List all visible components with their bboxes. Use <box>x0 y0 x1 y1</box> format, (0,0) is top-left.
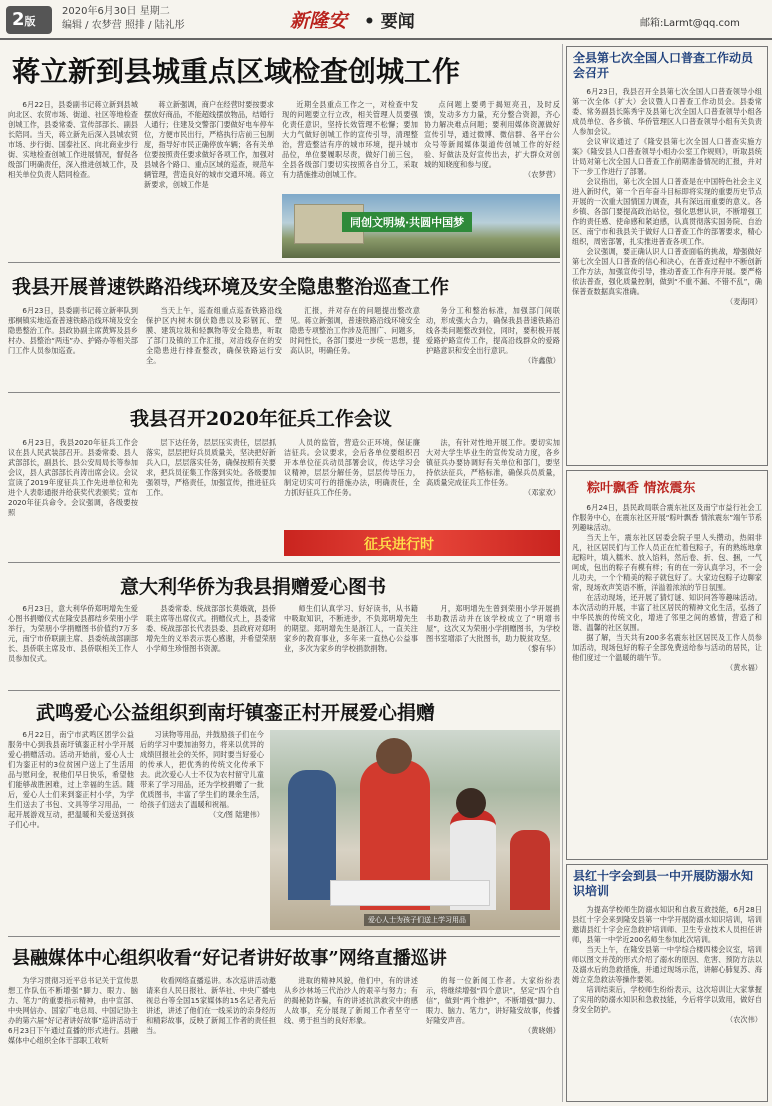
divider <box>8 936 560 937</box>
a1-photo-banner-text: 同创文明城·共圆中国梦 <box>342 212 472 232</box>
contact-email: 邮箱:Larmt@qq.com <box>640 18 740 29</box>
a6-col-4-text: 的每一位新闻工作者。大家纷纷表示，将继续增强“四个意识”，坚定“四个自信”，做到“两个维护”，不断增强“脚力、眼力、脑力、笔力”，讲好隆安故事，传播好隆安声音。 <box>426 976 560 1025</box>
gift-box-shape <box>330 880 490 906</box>
a6-col-2 <box>146 976 276 1100</box>
s2-para-3: 在活动现场，还开展了猜灯谜、知识问答等趣味活动。本次活动的开展，丰富了社区居民的精神文化生活，弘扬了中华民族的传统文化，增进了邻里之间的感情，营造了和谐、温馨的社区氛围。 <box>572 593 762 632</box>
a2-headline: 我县开展普速铁路沿线环境及安全隐患整治巡查工作 <box>12 276 450 298</box>
a5-col-1-text: 6月22日，南宁市武鸣区团学公益服务中心到我县南圩镇銮正村小学开展爱心捐赠活动。活动开始前，爱心人士们为銮正村的3位贫困户送上了生活用品与慰问金，祝他们早日快乐，希望他们能够战胜困难，过上幸福的生活。随后，爱心人士们来到銮正村小学，为学生们送去了书包、文具等学习用品，一起开展游戏互动，把温暖和关爱送到孩子们心中。 <box>8 730 134 829</box>
s1-author: （麦海同） <box>726 297 762 306</box>
masthead-logo: 新隆安 <box>290 10 348 32</box>
divider <box>8 690 560 691</box>
a3-banner-image <box>284 530 560 556</box>
divider <box>8 392 560 393</box>
a1-photo-banner <box>282 194 560 258</box>
page-number-value: 2 <box>12 9 25 30</box>
s1-para-4: 会议强调，要正确认识人口普查面临的挑战，增强做好第七次全国人口普查的信心和决心，在普查过程中不断创新工作方法，加强宣传引导，推动普查工作有序开展。要严格依法普查，强化质量控制，做到“不重不漏、不错不乱”，确保普查数据真实准确。 <box>572 247 762 296</box>
divider <box>8 262 560 263</box>
a3-col-1 <box>8 438 138 558</box>
a6-col-1-text: 为学习贯彻习近平总书记关于宣传思想工作队伍不断增强“脚力、眼力、脑力、笔力”的重要指示精神，由中宣部、中央网信办、国家广电总局、中国记协主办的第六届“好记者讲好故事”巡讲活动于6月23日下午通过直播的形式进行。县融媒体中心组织全体干部职工收听 <box>8 976 138 1045</box>
a5-col-2 <box>140 730 264 930</box>
s3-author: （农次伟） <box>726 1015 762 1024</box>
section-title-text: 要闻 <box>380 12 415 32</box>
a3-col-2 <box>146 438 276 558</box>
s3-para-3: 培训结束后，学校师生纷纷表示，这次培训让大家掌握了实用的防溺水知识和急救技能，今后将学以致用，做好自身安全防护。 <box>572 985 762 1014</box>
a4-col-3-text: 师生们认真学习、好好读书，从书籍中吸取知识，不断进步，不负郑明增先生的期望。郑明增先生是浙江人，一直关注家乡的教育事业，多年来一直热心公益事业，多次为家乡的学校捐款捐物。 <box>284 604 418 653</box>
a1-col-3-text: 近期全县重点工作之一，对检查中发现的问题要立行立改，相关管理人员要强化责任意识，坚持长效管理不松懈；要加大力气做好创城工作的宣传引导，清理整治，营造整洁有序的城市环境，提升城市品位，单位要履职尽责，做好门前三包，全县各级部门要切实按照各自分工，采取有力措施推动创城工作。 <box>282 100 418 179</box>
a5-photo <box>270 730 560 930</box>
a1-col-4 <box>424 100 560 190</box>
a5-col-1 <box>8 730 134 930</box>
a5-col-2-text: 习读物等用品，并鼓励孩子们在今后的学习中要加油努力，将来以优异的成绩回报社会的关怀，同时要当好爱心的传承人，把优秀的传统文化传承下去。此次爱心人士不仅为农村留守儿童带来了学习用品，还为学校捐赠了一批优质图书，丰富了学生们的课余生活，给孩子们送去了温暖和祝福。 <box>140 730 264 809</box>
s3-body <box>572 905 762 1099</box>
a4-col-4 <box>426 604 560 684</box>
a4-col-4-text: 月，郑明增先生曾到荣朋小学开展捐书助教活动并在该学校成立了“明增书屋”，这次又为荣朋小学捐赠图书，为学校图书室增添了大批图书，助力脱贫攻坚。 <box>426 604 560 643</box>
a3-banner-text: 征兵进行时 <box>364 537 434 553</box>
s2-para-4: 据了解，当天共有200多名震东社区居民及工作人员参加活动，现场包好的粽子全部免费送给参与活动的居民，让他们度过一个温暖的端午节。 <box>572 633 762 662</box>
a4-col-2 <box>146 604 276 684</box>
a5-headline: 武鸣爱心公益组织到南圩镇銮正村开展爱心捐赠 <box>36 702 436 724</box>
header-meta <box>62 5 185 33</box>
s1-para-3: 会议指出，第七次全国人口普查是在中国特色社会主义进入新时代，第一个百年奋斗目标即将实现的重要历史节点开展的一次重大国情国力调查，具有深远而重要的意义。各乡镇、各部门要提高政治站位，强化思想认识，不断增强工作的责任感、使命感和紧迫感，认真贯彻落实国务院、自治区、南宁市和我县关于做好人口普查工作的部署要求，精心组织，周密部署，扎实推进普查各项工作。 <box>572 177 762 246</box>
a4-col-2-text: 县委常委、统战部部长莫娥就，县侨联主席等出席仪式。捐赠仪式上，县委常委、统战部部长代表县委、县政府对郑明增先生的义举表示衷心感谢，并希望荣朋小学师生珍惜图书资源。 <box>146 604 276 653</box>
a3-headline: 我县召开2020年征兵工作会议 <box>130 408 392 430</box>
a2-col-2-text: 当天上午，巡查组重点巡查铁路沿线保护区内树木倒伏隐患以及彩钢瓦、塑膜、建筑垃圾和轻飘物等安全隐患，听取了部门及镇的工作汇报，对沿线存在的安全隐患进行排查整改，确保铁路运行安全。 <box>146 306 282 365</box>
a4-col-1-text: 6月23日，意大利华侨郑明增先生爱心图书捐赠仪式在隆安县都结乡荣朋小学举行，为荣朋小学捐赠图书价值约7万多元，南宁市侨联副主席、县委统战部副部长、县侨联主席及市、县侨联相关工作人员参加仪式。 <box>8 604 138 663</box>
divider <box>8 562 560 563</box>
a6-col-2-text: 收看网络直播巡讲。本次巡讲活动邀请来自人民日报社、新华社、中央广播电视总台等全国15家媒体的15名记者先后讲述，讲述了他们在一线采访的亲身经历和精彩故事，反映了新闻工作者的责任担当。 <box>146 976 276 1035</box>
child-head-shape <box>456 788 486 818</box>
a1-col-3 <box>282 100 418 190</box>
a3-col-3-text: 人员的监管，营造公正环境，保证廉洁征兵。会议要求，会后各单位要组织召开本单位征兵动员部署会议，传达学习会议精神，层层分解任务，层层传导压力，制定切实可行的措施办法，明确责任，全力抓好征兵工作任务。 <box>284 438 420 497</box>
a1-col-1-text: 6月22日，县委副书记蒋立新到县城向北区、农贸市场、街道、社区等地检查创城工作，县委常委、宣传部部长、副县长陪同。当天，蒋立新先后深入县城农贸市场、步行街、国泰社区、向北商业步行街、实地检查创城工作进展情况，督促各级部门明确责任，深入推进创城工作，及相关单位负责人陪同检查。 <box>8 100 138 179</box>
person-shape <box>288 770 336 900</box>
a2-col-1-text: 6月23日，县委副书记蒋立新率队到那桐镇实地巡查普速铁路沿线环境及安全隐患整治工作。县政协副主席黄辉及县乡村办、县整治“两违”办、护路办等相关部门工作人员参加巡查。 <box>8 306 138 355</box>
a3-col-1-text: 6月23日，我县2020年征兵工作会议在县人民武装部召开。县委常委、县人武部部长，副县长、县公安局局长等参加会议，县人武部部长肖涛出席会议。会议宣读了2019年度征兵工作先进单位和先进个人表彰通报并给获奖代表颁奖；宣布2020年征兵命令。会议强调，各级要按照 <box>8 438 138 517</box>
a6-col-3 <box>284 976 418 1100</box>
a6-headline: 县融媒体中心组织收看“好记者讲好故事”网络直播巡讲 <box>12 948 447 969</box>
a4-headline: 意大利华侨为我县捐赠爱心图书 <box>120 576 387 598</box>
a4-col-3 <box>284 604 418 684</box>
s1-headline: 全县第七次全国人口普查工作动员会召开 <box>573 51 754 80</box>
a2-col-4 <box>426 306 560 386</box>
page-number-suffix: 版 <box>24 15 36 28</box>
column-divider <box>562 44 563 1102</box>
a2-col-1 <box>8 306 138 386</box>
a2-col-3 <box>290 306 420 386</box>
s2-para-1: 6月24日，县民政局联合震东社区及南宁市益行社会工作服务中心，在震东社区开展“粽叶飘香 情浓震东”端午节系列趣味活动。 <box>572 503 762 532</box>
a3-col-4 <box>426 438 560 526</box>
a1-headline: 蒋立新到县城重点区域检查创城工作 <box>12 55 461 88</box>
s1-body <box>572 87 762 463</box>
s2-banner-title: 粽叶飘香 情浓震东 <box>587 481 696 496</box>
s1-para-2: 会议审议通过了《隆安县第七次全国人口普查实施方案》《隆安县人口普查领导小组办公室工作规则》，听取县统计局对第七次全国人口普查工作前期准备情况的汇报，并对下一步工作进行了部署。 <box>572 137 762 176</box>
editor-credits: 编辑 / 农梦营 照排 / 陆礼彤 <box>62 20 185 31</box>
a2-col-4-text: 务分工和整治标准，加强部门间联动，形成强大合力，确保我县普速铁路沿线各类问题整改到位，同时，要积极开展爱路护路宣传工作，提高沿线群众的爱路护路意识和安全出行意识。 <box>426 306 560 355</box>
s2-author: （黄水福） <box>726 663 762 672</box>
a1-col-2-text: 蒋立新强调，商户在经营时要按要求摆放好商品，不能超线摆放物品，结婚行人通行；住建及交警部门要做好电车停车位，方便市民出行，严格执行店前三包制度，指导好市民正确停放车辆；各有关单位要按照责任要求做好各项工作，加强对县城各个路口、重点区域的巡查，规范车辆管理，营造良好的城市交通环境。蒋立新要求，创城工作是 <box>144 100 274 189</box>
a1-col-2 <box>144 100 274 256</box>
a4-author: （黎有华） <box>524 644 560 653</box>
a2-author: （许鑫傲） <box>524 356 560 365</box>
a6-author: （黄晓娟） <box>524 1026 560 1035</box>
a6-col-3-text: 进取的精神风貌，他们中，有的讲述从乡沙林场三代治沙人的艰辛与努力；有的揭秘防诈骗，有的讲述抗洪救灾中的感人故事，充分展现了新闻工作者坚守一线、勇于担当的良好形象。 <box>284 976 418 1025</box>
s1-para-1: 6月23日，我县召开全县第七次全国人口普查领导小组第一次全体（扩大）会议暨人口普查工作动员会。县委常委、常务副县长陈秀宇及县第七次全国人口普查领导小组各成员单位、各乡镇、华侨管理区人口普查领导小组有关负责人参加会议。 <box>572 87 762 136</box>
a4-col-1 <box>8 604 138 684</box>
s3-para-2: 当天上午，在隆安县第一中学综合楼四楼会议室，培训师以图文并茂的形式介绍了溺水的原因、危害、预防方法以及溺水后的急救措施，并通过现场示范，讲解心肺复苏、海姆立克急救法等操作要领。 <box>572 945 762 984</box>
s3-para-1: 为提高学校师生防溺水知识和自救互救技能，6月28日县红十字会来到隆安县第一中学开展防溺水知识培训，培训邀请县红十字会应急救护培训师、卫生专业技术人员担任讲师，县第一中学近200名师生参加此次培训。 <box>572 905 762 944</box>
a6-col-1 <box>8 976 138 1100</box>
a3-col-2-text: 层下达任务，层层压实责任，层层抓落实，层层把好兵员质量关，坚决把好新兵入口，层层落实任务，确保按照有关要求，把兵员征集工作落到实处。各级要加强领导，严格责任，加强宣传，推进征兵工作。 <box>146 438 276 497</box>
a2-col-3-text: 汇报，并对存在的问题提出整改意见。蒋立新强调，普速铁路沿线环境安全隐患专项整治工作涉及范围广、问题多，时间性长，各部门要进一步统一思想，提高认识，明确任务。 <box>290 306 420 355</box>
section-title: • 要闻 <box>364 12 415 32</box>
a1-col-4-text: 点问题上要勇于揭短亮丑，及时反馈，发动多方力量，充分整合资源，齐心协力解决难点问题；要利用媒体资源做好宣传引导，通过微博、微信群、各平台公众号等新闻媒体渠道传创城工作的好经验、好做法及好宣传出去，扩大群众对创城的知晓度和参与度。 <box>424 100 560 169</box>
a3-col-3 <box>284 438 420 526</box>
s2-body <box>572 503 762 857</box>
a5-author: （文/图 陆建伟） <box>208 810 264 819</box>
a1-author: （农梦营） <box>524 170 560 179</box>
a5-photo-caption: 爱心人士为孩子们送上学习用品 <box>364 914 470 926</box>
s3-box <box>566 864 768 1102</box>
volunteer-head-shape <box>376 738 412 774</box>
s2-para-2: 当天上午，震东社区居委会院子里人头攒动，热闹非凡，社区居民们与工作人员正在忙着包粽子，有的熟练地拿起粽叶，填入糯米、放入馅料，然后卷、折、包、捆，一气呵成，包出的粽子有模有样；有的在一旁认真学习，不一会儿功夫，一个个精美的粽子就包好了。大家边包粽子边聊家常，现场欢声笑语不断，洋溢着浓浓的节日氛围。 <box>572 533 762 592</box>
a3-col-4-text: 法，有针对性地开展工作。要切实加大对大学生毕业生的宣传发动力度，各乡镇征兵办要协调好有关单位和部门，要坚持依法征兵，严格标准，确保兵员质量，高质量完成征兵工作任务。 <box>426 438 560 487</box>
page-header <box>0 0 772 40</box>
s2-box <box>566 470 768 860</box>
a3-author: （邓家欢） <box>524 488 560 497</box>
s1-box <box>566 46 768 466</box>
s3-headline: 县红十字会到县一中开展防溺水知识培训 <box>573 869 754 898</box>
a2-col-2 <box>146 306 282 386</box>
child-shape <box>510 830 550 910</box>
a1-col-1 <box>8 100 138 256</box>
a6-col-4 <box>426 976 560 1100</box>
page-number <box>6 6 52 34</box>
issue-date: 2020年6月30日 星期二 <box>62 6 170 17</box>
